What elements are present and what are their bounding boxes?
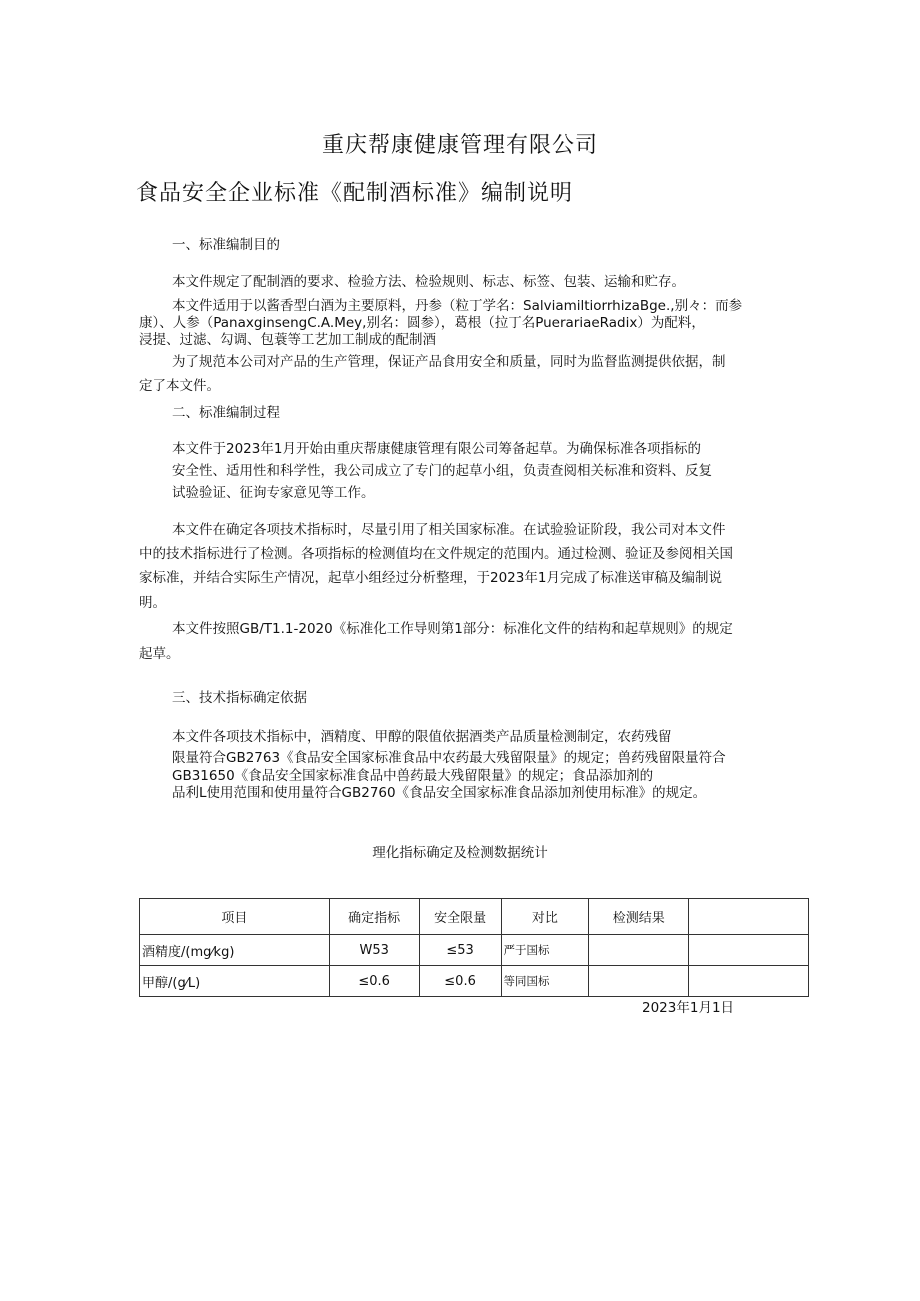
table-cell: ≤53 bbox=[419, 935, 501, 966]
table-title: 理化指标确定及检测数据统计 bbox=[372, 845, 548, 861]
paragraph-line: 品利L使用范围和使用量符合GB2760《食品安全国家标准食品添加剂使用标准》的规定。 bbox=[172, 785, 707, 801]
paragraph-line: 浸提、过滤、勾调、包蓑等工艺加工制成的配制酒 bbox=[139, 332, 436, 348]
paragraph-line: 起草。 bbox=[139, 646, 180, 662]
data-table bbox=[139, 898, 809, 997]
table-header-cell: 对比 bbox=[501, 899, 589, 935]
table-cell: 等同国标 bbox=[501, 966, 589, 997]
paragraph-line: 本文件在确定各项技术指标时，尽量引用了相关国家标准。在试验验证阶段，我公司对本文件 bbox=[172, 522, 726, 538]
section-heading-process: 二、标准编制过程 bbox=[172, 405, 280, 421]
table-header-cell: 确定指标 bbox=[329, 899, 419, 935]
paragraph-line: 本文件适用于以酱香型白酒为主要原料，丹参（粒丁学名：SalviamiltiorrhizaBge.,别々：而参 bbox=[172, 298, 743, 314]
table-cell: 严于国标 bbox=[501, 935, 589, 966]
table-cell bbox=[589, 935, 689, 966]
paragraph-line: GB31650《食品安全国家标准食品中兽药最大残留限量》的规定；食品添加剂的 bbox=[172, 768, 654, 784]
paragraph-line: 本文件于2023年1月开始由重庆帮康健康管理有限公司筹备起草。为确保标准各项指标的 bbox=[172, 441, 701, 457]
table-header-cell bbox=[689, 899, 809, 935]
paragraph-line: 康）、人参（PanaxginsengC.A.Mey,别名：圆参），葛根（拉丁名PuerariaeRadix）为配料， bbox=[139, 315, 705, 331]
paragraph-line: 试验验证、征询专家意见等工作。 bbox=[172, 485, 375, 501]
document-title: 食品安全企业标准《配制酒标准》编制说明 bbox=[136, 181, 574, 206]
paragraph-line: 家标准，并结合实际生产情况，起草小组经过分析整理，于2023年1月完成了标准送审稿及编制说 bbox=[139, 570, 722, 586]
table-header-cell: 检测结果 bbox=[589, 899, 689, 935]
table-cell: ≤0.6 bbox=[329, 966, 419, 997]
signature-date: 2023年1月1日 bbox=[642, 1000, 735, 1016]
table-cell bbox=[589, 966, 689, 997]
table-header-cell: 项目 bbox=[140, 899, 330, 935]
table-cell: 甲醇/(g⁄L) bbox=[140, 966, 330, 997]
table-header-cell: 安全限量 bbox=[419, 899, 501, 935]
table-row bbox=[140, 966, 809, 997]
company-name: 重庆帮康健康管理有限公司 bbox=[321, 133, 598, 158]
paragraph-line: 限量符合GB2763《食品安全国家标准食品中农药最大残留限量》的规定；兽药残留限量符合 bbox=[172, 750, 726, 766]
section-heading-basis: 三、技术指标确定依据 bbox=[172, 690, 307, 706]
table-cell bbox=[689, 966, 809, 997]
paragraph-line: 安全性、适用性和科学性，我公司成立了专门的起草小组，负责查阅相关标准和资料、反复 bbox=[172, 463, 712, 479]
section-heading-purpose: 一、标准编制目的 bbox=[172, 237, 280, 253]
paragraph-line: 本文件按照GB/T1.1-2020《标准化工作导则第1部分：标准化文件的结构和起草规则》的规定 bbox=[172, 621, 733, 637]
paragraph-line: 定了本文件。 bbox=[139, 378, 220, 394]
table-cell bbox=[689, 935, 809, 966]
table-cell: 酒精度/(mg⁄kg) bbox=[140, 935, 330, 966]
paragraph-line: 明。 bbox=[139, 595, 166, 611]
paragraph-line: 本文件各项技术指标中，酒精度、甲醇的限值依据酒类产品质量检测制定，农药残留 bbox=[172, 729, 672, 745]
table-cell: W53 bbox=[329, 935, 419, 966]
table-cell: ≤0.6 bbox=[419, 966, 501, 997]
table-row bbox=[140, 935, 809, 966]
table-header-row bbox=[140, 899, 809, 935]
paragraph-line: 为了规范本公司对产品的生产管理，保证产品食用安全和质量，同时为监督监测提供依据，制 bbox=[172, 354, 726, 370]
paragraph-line: 本文件规定了配制酒的要求、检验方法、检验规则、标志、标签、包装、运输和贮存。 bbox=[172, 274, 685, 290]
paragraph-line: 中的技术指标进行了检测。各项指标的检测值均在文件规定的范围内。通过检测、验证及参阅相关国 bbox=[139, 546, 733, 562]
